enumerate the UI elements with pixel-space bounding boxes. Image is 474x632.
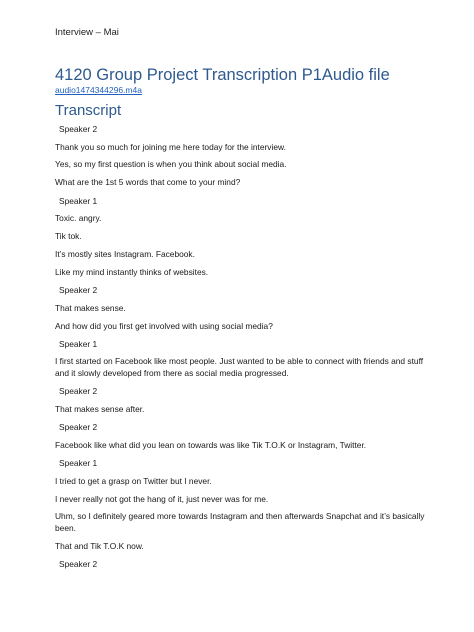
transcript-line: Tik tok.: [55, 231, 82, 241]
transcript-line: And how did you first get involved with using social media?: [55, 321, 273, 331]
transcript-line: Thank you so much for joining me here today for the interview.: [55, 142, 286, 152]
transcript-line: Uhm, so I definitely geared more towards Instagram and then afterwards Snapchat and it’s basically been.: [55, 511, 425, 533]
transcript-line: It’s mostly sites Instagram. Facebook.: [55, 249, 195, 259]
speaker-label: Speaker 2: [59, 386, 98, 396]
transcript-line: Yes, so my first question is when you think about social media.: [55, 159, 287, 169]
speaker-label: Speaker 2: [59, 124, 98, 134]
transcript-line: Like my mind instantly thinks of websites.: [55, 267, 209, 277]
transcript-line: That and Tik T.O.K now.: [55, 541, 144, 551]
transcript-line: Facebook like what did you lean on towards was like Tik T.O.K or Instagram, Twitter.: [55, 440, 367, 450]
speaker-label: Speaker 2: [59, 559, 98, 569]
speaker-label: Speaker 1: [59, 458, 98, 468]
transcript-line: That makes sense.: [55, 303, 126, 313]
speaker-label: Speaker 1: [59, 339, 98, 349]
header-note: Interview – Mai: [55, 27, 119, 38]
document-title: 4120 Group Project Transcription P1Audio file: [55, 66, 390, 84]
speaker-label: Speaker 1: [59, 196, 98, 206]
transcript-line: Toxic. angry.: [55, 213, 102, 223]
audio-file-link[interactable]: audio1474344296.m4a: [55, 85, 142, 95]
transcript-line: I first started on Facebook like most people. Just wanted to be able to connect with friends and stuff and it slowly developed from there as social media progressed.: [55, 356, 424, 378]
speaker-label: Speaker 2: [59, 285, 98, 295]
transcript-line: I never really not got the hang of it, just never was for me.: [55, 494, 269, 504]
transcript-line: That makes sense after.: [55, 404, 145, 414]
transcript-line: I tried to get a grasp on Twitter but I never.: [55, 476, 212, 486]
transcript-line: What are the 1st 5 words that come to your mind?: [55, 177, 241, 187]
transcript-heading: Transcript: [55, 102, 122, 119]
speaker-label: Speaker 2: [59, 422, 98, 432]
